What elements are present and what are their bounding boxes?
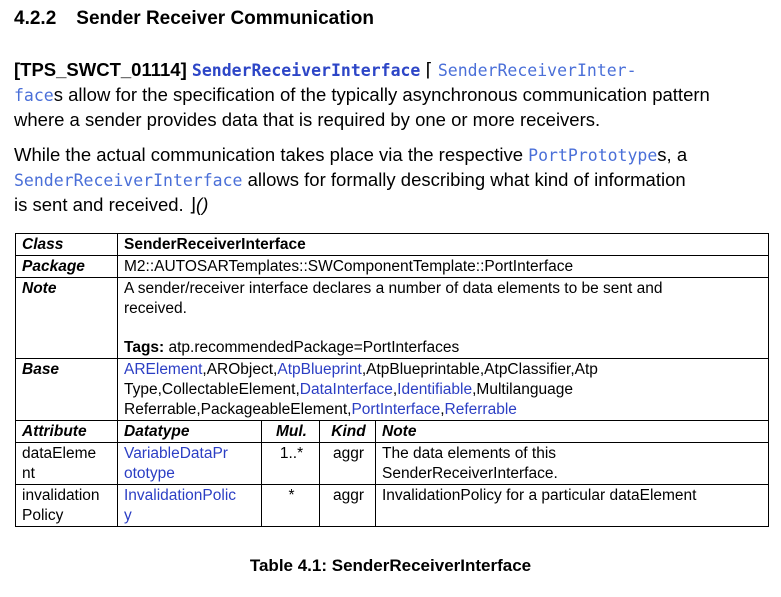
requirement-id: [TPS_SWCT_01114] — [14, 59, 187, 80]
section-title: Sender Receiver Communication — [76, 8, 375, 29]
trace-open-bracket: ⌈ — [425, 59, 433, 80]
note-line-1: A sender/receiver interface declares a number of data elements to be sent and — [124, 280, 663, 297]
header-datatype: Datatype — [118, 421, 262, 443]
class-row — [16, 234, 769, 256]
attribute-text: Policy — [22, 507, 64, 524]
header-note: Note — [376, 421, 769, 443]
base-text: Type,CollectableElement, — [124, 381, 300, 398]
header-mul: Mul. — [262, 421, 320, 443]
note-cell — [376, 485, 769, 527]
base-value — [118, 359, 769, 421]
sender-receiver-interface-ref-2[interactable]: SenderReceiverInterface — [14, 171, 243, 190]
base-label: Base — [16, 359, 118, 421]
class-table — [15, 233, 769, 527]
base-line-1 — [124, 360, 764, 380]
trace-close-bracket: ⌋ — [188, 194, 197, 215]
mul-cell: 1..* — [262, 443, 320, 485]
attribute-cell — [16, 443, 118, 485]
header-kind: Kind — [320, 421, 376, 443]
note-spacer — [124, 319, 764, 338]
note-text: InvalidationPolicy for a particular dataElement — [382, 487, 697, 504]
note-line-2: received. — [124, 300, 187, 317]
package-label: Package — [16, 256, 118, 278]
mul-cell: * — [262, 485, 320, 527]
class-value: SenderReceiverInterface — [118, 234, 769, 256]
description-paragraph — [14, 143, 774, 217]
para2-tail: s, a — [657, 144, 688, 165]
note-cell — [376, 443, 769, 485]
package-row — [16, 256, 769, 278]
kind-cell: aggr — [320, 485, 376, 527]
para2-text-3: is sent and received. — [14, 194, 189, 215]
para2-text: While the actual communication takes place via the respective — [14, 144, 529, 165]
base-link-atpblueprint[interactable]: AtpBlueprint — [277, 361, 362, 378]
attribute-text: invalidation — [22, 487, 100, 504]
base-line-2 — [124, 380, 764, 400]
tags-label: Tags: — [124, 339, 165, 356]
base-row — [16, 359, 769, 421]
trace-parens: () — [196, 194, 209, 215]
base-link-datainterface[interactable]: DataInterface — [299, 381, 393, 398]
requirement-term: SenderReceiverInterface — [191, 61, 421, 80]
datatype-cell — [118, 443, 262, 485]
sender-receiver-interface-ref-cont[interactable]: face — [14, 86, 54, 105]
attribute-header-row — [16, 421, 769, 443]
section-heading — [14, 8, 374, 30]
sender-receiver-interface-ref[interactable]: SenderReceiverInter- — [437, 61, 637, 80]
para2-line1 — [14, 143, 774, 168]
datatype-link[interactable]: y — [124, 507, 132, 524]
base-link-portinterface[interactable]: PortInterface — [351, 401, 441, 418]
base-link-identifiable[interactable]: Identifiable — [397, 381, 473, 398]
para1-text: s allow for the specification of the typically asynchronous communication pattern — [53, 84, 710, 105]
tags-line — [124, 338, 764, 358]
base-link-arelement[interactable]: ARElement — [124, 361, 203, 378]
table-caption: Table 4.1: SenderReceiverInterface — [249, 556, 532, 575]
datatype-link[interactable]: InvalidationPolic — [124, 487, 237, 504]
table-row — [16, 443, 769, 485]
note-value — [118, 278, 769, 359]
table-row — [16, 485, 769, 527]
datatype-link[interactable]: VariableDataPr — [124, 445, 228, 462]
base-text: ,Multilanguage — [472, 381, 573, 398]
base-text: ,ARObject, — [202, 361, 278, 378]
note-row — [16, 278, 769, 359]
kind-cell: aggr — [320, 443, 376, 485]
attribute-text: nt — [22, 465, 35, 482]
class-label: Class — [16, 234, 118, 256]
para2-line3 — [14, 193, 774, 217]
base-text: , — [392, 381, 398, 398]
base-line-3 — [124, 400, 764, 420]
para1-line3: where a sender provides data that is required by one or more receivers. — [14, 109, 601, 130]
datatype-link[interactable]: ototype — [124, 465, 175, 482]
package-value: M2::AUTOSARTemplates::SWComponentTemplate::PortInterface — [118, 256, 769, 278]
requirement-paragraph — [14, 58, 774, 132]
base-link-referrable[interactable]: Referrable — [444, 401, 517, 418]
attribute-cell — [16, 485, 118, 527]
note-label: Note — [16, 278, 118, 359]
port-prototype-ref[interactable]: PortPrototype — [528, 146, 658, 165]
base-text: Referrable,PackageableElement, — [124, 401, 352, 418]
para2-line2 — [14, 168, 774, 193]
section-number: 4.2.2 — [14, 8, 57, 29]
datatype-cell — [118, 485, 262, 527]
base-text: , — [440, 401, 445, 418]
attribute-text: dataEleme — [22, 445, 97, 462]
note-text: The data elements of this — [382, 445, 557, 462]
tags-value: atp.recommendedPackage=PortInterfaces — [164, 339, 460, 356]
para2-text-2: allows for formally describing what kind of information — [242, 169, 686, 190]
header-attribute: Attribute — [16, 421, 118, 443]
para1-line2 — [14, 83, 774, 108]
base-text: ,AtpBlueprintable,AtpClassifier,Atp — [361, 361, 598, 378]
para1-line1 — [14, 58, 774, 83]
note-text: SenderReceiverInterface. — [382, 465, 558, 482]
